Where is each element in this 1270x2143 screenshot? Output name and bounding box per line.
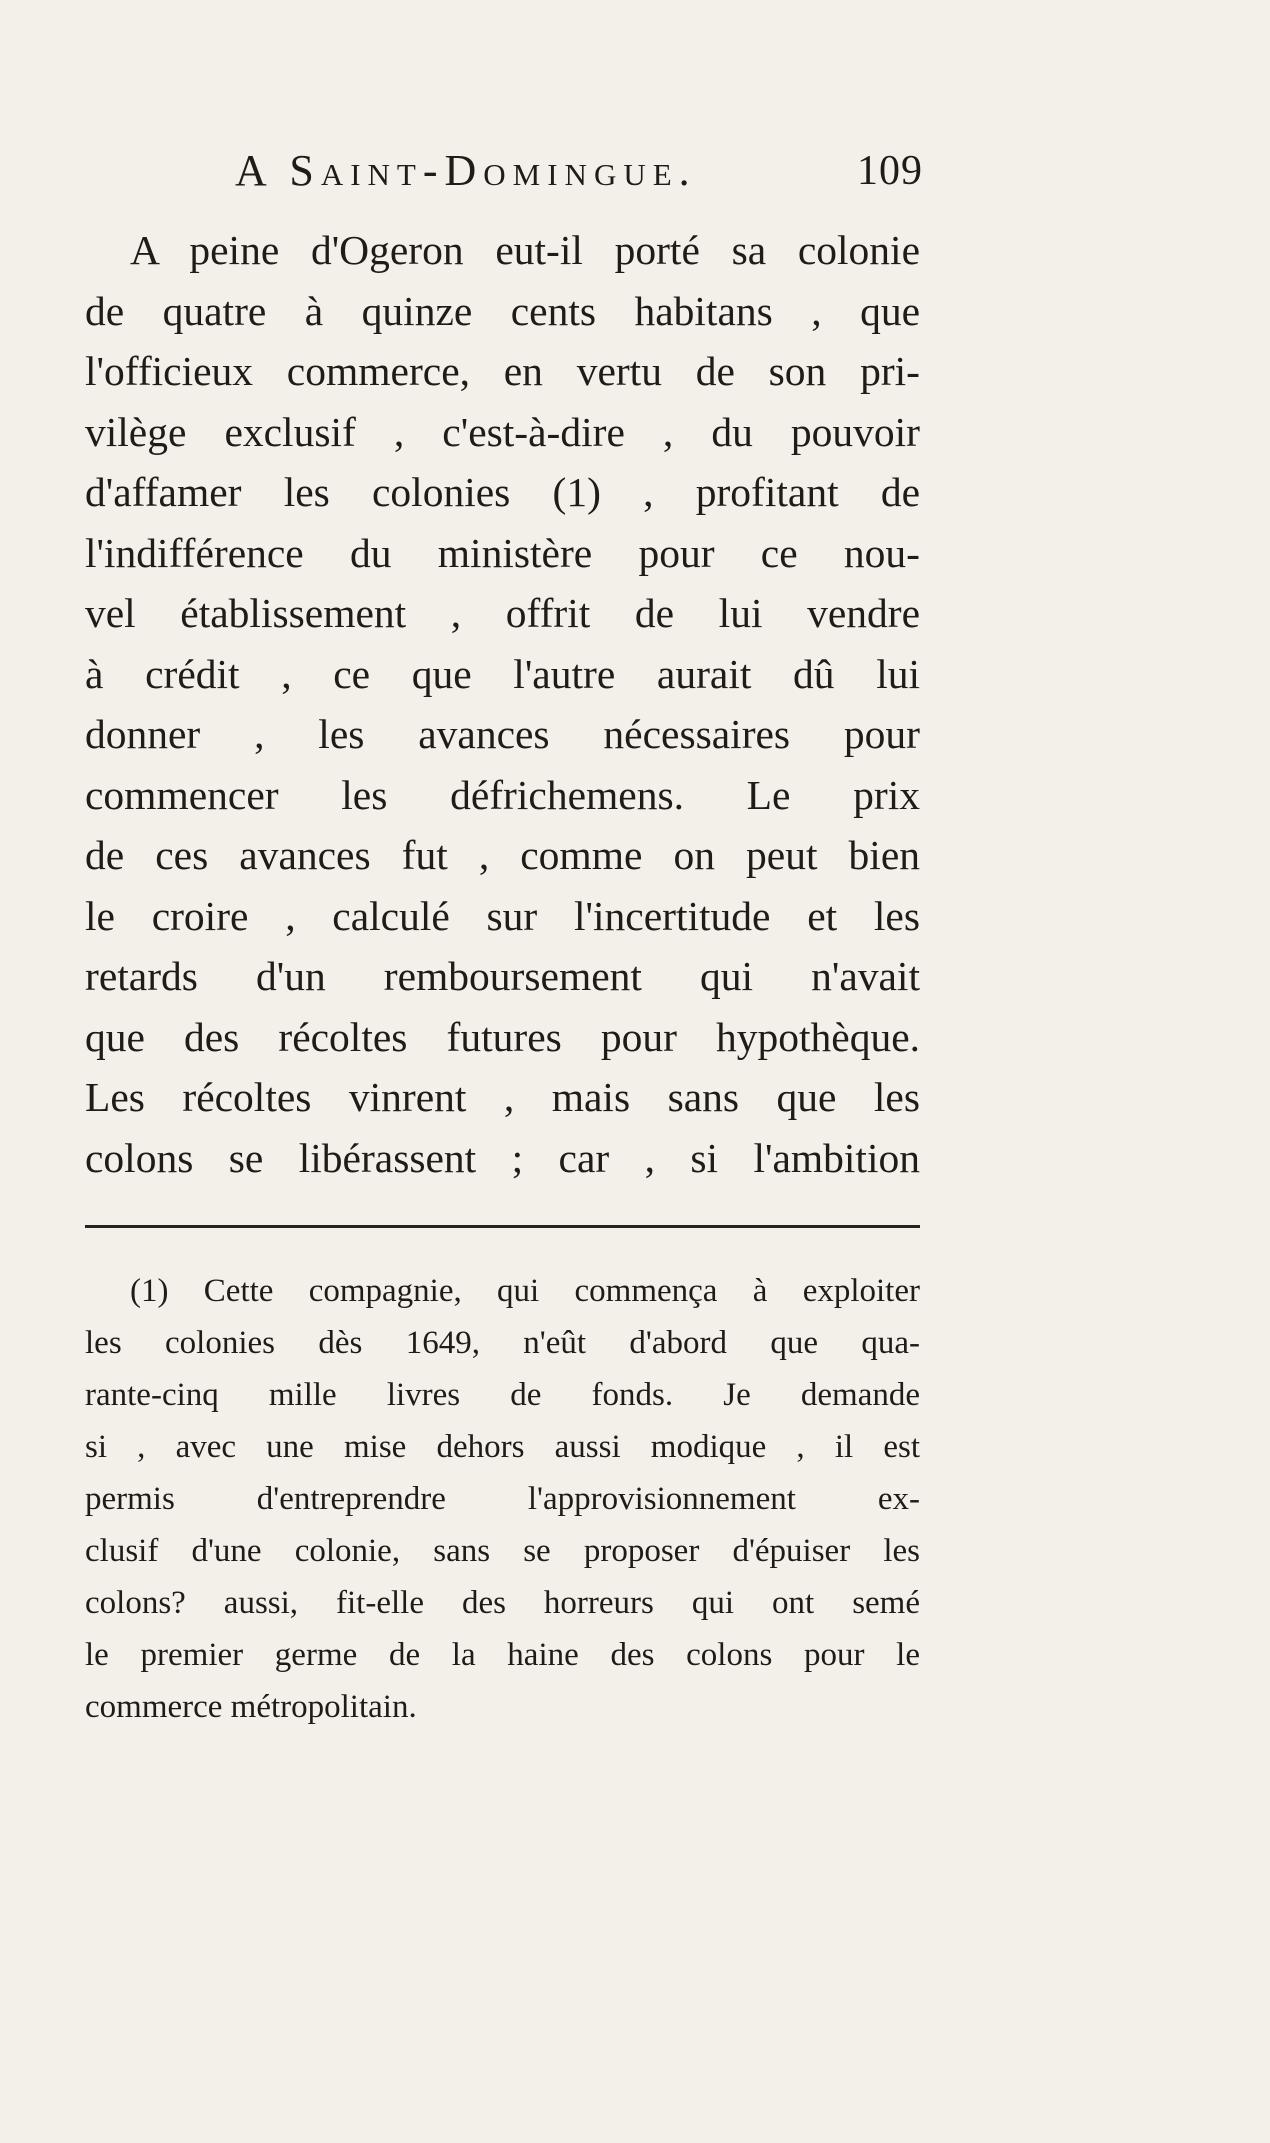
- text-line: donner , les avances nécessaires pour: [85, 711, 920, 757]
- text-line: de quatre à quinze cents habitans , que: [85, 287, 920, 334]
- footnote-line: clusif d'une colonie, sans se proposer d'épuiser les: [85, 1533, 920, 1569]
- text-line: Les récoltes vinrent , mais sans que les: [85, 1074, 920, 1120]
- text-line: de ces avances fut , comme on peut bien: [85, 832, 920, 878]
- footnote-line: si , avec une mise dehors aussi modique , il est: [85, 1429, 920, 1465]
- footnote-line: colons? aussi, fit-elle des horreurs qui ont semé: [85, 1585, 920, 1621]
- text-line: retards d'un remboursement qui n'avait: [85, 953, 920, 999]
- text-line: le croire , calculé sur l'incertitude et les: [85, 892, 920, 939]
- running-head: A Saint-Domingue.: [235, 146, 697, 195]
- page-number: 109: [857, 148, 923, 194]
- text-line: l'indifférence du ministère pour ce nou-: [85, 529, 920, 576]
- text-line: vel établissement , offrit de lui vendre: [85, 590, 920, 636]
- footnote-line: les colonies dès 1649, n'eût d'abord que qua-: [85, 1325, 920, 1361]
- footnote-line: (1) Cette compagnie, qui commença à exploiter: [130, 1273, 920, 1309]
- footnote-line: commerce métropolitain.: [85, 1689, 417, 1725]
- main-text: [85, 220, 920, 1188]
- footnote: [85, 1265, 920, 1733]
- text-line: vilège exclusif , c'est-à-dire , du pouvoir: [85, 408, 920, 455]
- page-header: [235, 145, 935, 205]
- text-line: d'affamer les colonies (1) , profitant de: [85, 469, 920, 515]
- text-line: que des récoltes futures pour hypothèque.: [85, 1013, 920, 1060]
- text-line: commencer les défrichemens. Le prix: [85, 771, 920, 818]
- text-line: à crédit , ce que l'autre aurait dû lui: [85, 650, 920, 697]
- text-line: colons se libérassent ; car , si l'ambition: [85, 1134, 920, 1181]
- footnote-line: le premier germe de la haine des colons pour le: [85, 1637, 920, 1673]
- text-line: A peine d'Ogeron eut-il porté sa colonie: [130, 227, 920, 273]
- footnote-line: permis d'entreprendre l'approvisionnement ex-: [85, 1481, 920, 1517]
- footnote-rule: [85, 1225, 920, 1228]
- text-line: l'officieux commerce, en vertu de son pri-: [85, 348, 920, 394]
- footnote-line: rante-cinq mille livres de fonds. Je demande: [85, 1377, 920, 1413]
